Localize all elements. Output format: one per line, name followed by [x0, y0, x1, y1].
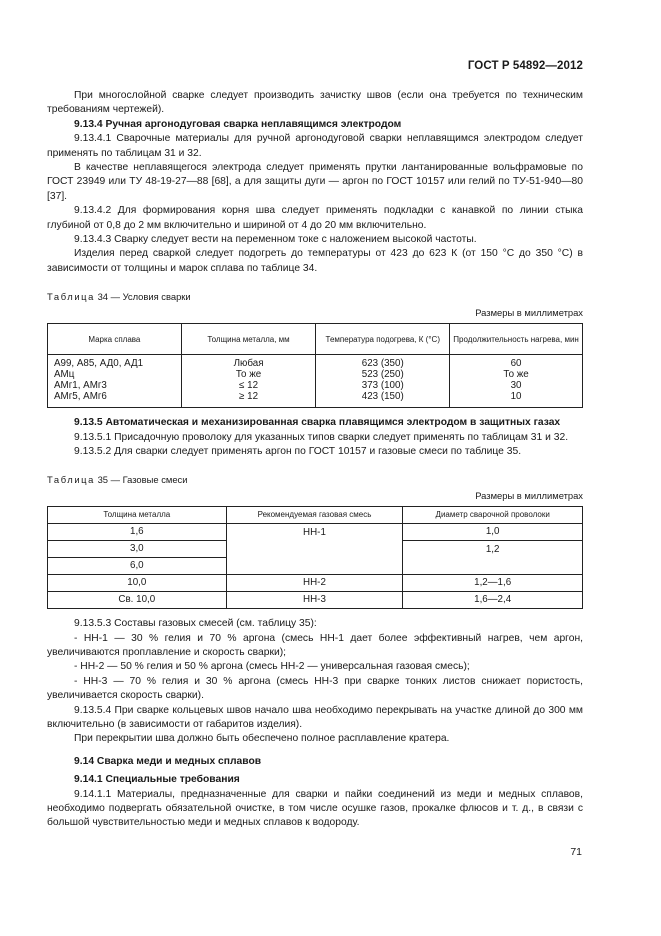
paragraph: В качестве неплавящегося электрода следует применять прутки лантанированные вольфрамовые по ГОСТ 23949 или ТУ 48-19-27—88 [68], а для защиты дуги — аргон по ГОСТ 10157 или гелий по ТУ-51-940—80 [37].	[47, 162, 583, 202]
table-units: Размеры в миллиметрах	[475, 306, 583, 318]
table-cell: 1,6	[48, 524, 227, 541]
column-header: Рекомендуемая газовая смесь	[226, 507, 403, 524]
table-cell: НН-3	[226, 592, 403, 609]
table-header-row	[48, 507, 583, 524]
section-heading: 9.14 Сварка меди и медных сплавов	[74, 755, 262, 767]
column-header: Толщина металла, мм	[181, 324, 316, 355]
table-cell: 10,0	[48, 575, 227, 592]
table-cell: 1,2—1,6	[403, 575, 583, 592]
list-item: - НН-2 — 50 % гелия и 50 % аргона (смесь НН-2 — универсальная газовая смесь);	[74, 661, 470, 673]
paragraph: Изделия перед сваркой следует подогреть до температуры от 423 до 623 К (от 150 °С до 350 °С) в зависимости от толщины и марок сплава по таблице 34.	[47, 248, 583, 274]
column-header: Температура подогрева, К (°С)	[316, 324, 450, 355]
paragraph: 9.14.1.1 Материалы, предназначенные для сварки и пайки соединений из меди и медных сплавов, необходимо подвергать обязательной очистке, в том числе осушке газов, прокалке флюсов и т. д., в связи с большой чувствительностью меди и медных сплавов к водороду.	[47, 788, 583, 829]
list-item: - НН-3 — 70 % гелия и 30 % аргона (смесь НН-3 при сварке тонких листов снижает пористость, увеличивается скорость сварки).	[47, 675, 583, 702]
table-header-row	[48, 324, 583, 355]
table-cell: 1,0	[403, 524, 583, 541]
table-cell: 3,0	[48, 541, 227, 558]
table-row	[48, 524, 583, 541]
paragraph: 9.13.5.4 При сварке кольцевых швов начало шва необходимо перекрывать на участке длиной до 300 мм включительно (в зависимости от габаритов изделия).	[47, 704, 583, 730]
table-gas-mixtures	[47, 506, 583, 609]
section-heading: 9.13.5 Автоматическая и механизированная сварка плавящимся электродом в защитных газах	[74, 417, 561, 429]
column-header: Толщина металла	[48, 507, 227, 524]
section-heading: 9.13.4 Ручная аргонодуговая сварка неплавящимся электродом	[74, 118, 402, 130]
subsection-heading: 9.14.1 Специальные требования	[74, 774, 240, 786]
table-row	[48, 575, 583, 592]
paragraph: 9.13.4.3 Сварку следует вести на переменном токе с наложением высокой частоты.	[74, 234, 477, 246]
column-header: Продолжительность нагрева, мин	[450, 324, 583, 355]
table-caption: Таблица 34 — Условия сварки	[47, 291, 191, 303]
paragraph: При многослойной сварке следует производить зачистку швов (если она требуется по техническим требованиям чертежей).	[47, 90, 583, 116]
alloy-grade-cell: А99, А85, АД0, АД1 АМц АМг1, АМг3 АМг5, АМг6	[48, 355, 182, 408]
thickness-cell: Любая То же ≤ 12 ≥ 12	[181, 355, 316, 408]
page-content	[47, 89, 583, 831]
paragraph: 9.13.5.1 Присадочную проволоку для указанных типов сварки следует применять по таблицам 31 и 32.	[74, 431, 569, 443]
document-header: ГОСТ Р 54892—2012	[467, 60, 583, 72]
paragraph: 9.13.5.2 Для сварки следует применять аргон по ГОСТ 10157 и газовые смеси по таблице 35.	[74, 445, 522, 457]
table-cell: Св. 10,0	[48, 592, 227, 609]
table-caption: Таблица 35 — Газовые смеси	[47, 474, 188, 486]
table-row	[48, 355, 583, 408]
table-cell: 1,2	[403, 541, 583, 575]
paragraph: 9.13.4.1 Сварочные материалы для ручной аргонодуговой сварки неплавящимся электродом следует применять по таблицам 31 и 32.	[47, 133, 583, 159]
duration-cell: 60 То же 30 10	[450, 355, 583, 408]
paragraph: 9.13.4.2 Для формирования корня шва следует применять подкладки с канавкой по линии стыка глубиной от 0,8 до 2 мм включительно и шириной от 4 до 20 мм включительно.	[47, 205, 583, 231]
table-cell: 6,0	[48, 558, 227, 575]
table-units: Размеры в миллиметрах	[475, 489, 583, 501]
table-cell: НН-2	[226, 575, 403, 592]
paragraph: 9.13.5.3 Составы газовых смесей (см. таблицу 35):	[74, 618, 317, 630]
table-row	[48, 592, 583, 609]
column-header: Диаметр сварочной проволоки	[403, 507, 583, 524]
temperature-cell: 623 (350) 523 (250) 373 (100) 423 (150)	[316, 355, 450, 408]
table-cell: 1,6—2,4	[403, 592, 583, 609]
list-item: - НН-1 — 30 % гелия и 70 % аргона (смесь НН-1 дает более эффективный нагрев, чем аргон, увеличиваются проплавление и скорость сварки);	[47, 632, 583, 658]
paragraph: При перекрытии шва должно быть обеспечено полное расплавление кратера.	[74, 733, 450, 745]
page-number: 71	[570, 846, 582, 858]
column-header: Марка сплава	[48, 324, 182, 355]
table-welding-conditions	[47, 323, 583, 408]
table-cell: НН-1	[226, 524, 403, 575]
